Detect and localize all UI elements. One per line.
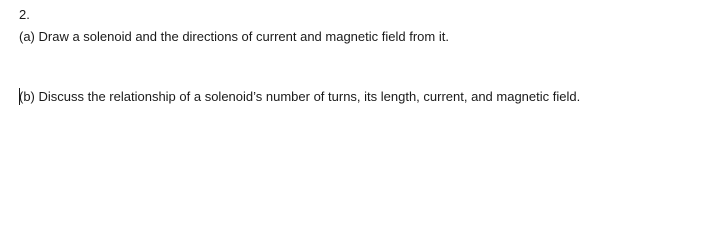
question-number: 2.: [19, 7, 30, 22]
question-part-b: (b) Discuss the relationship of a solenoid’s number of turns, its length, current, and magnetic field.: [19, 89, 581, 104]
question-part-a: (a) Draw a solenoid and the directions of current and magnetic field from it.: [19, 29, 449, 44]
